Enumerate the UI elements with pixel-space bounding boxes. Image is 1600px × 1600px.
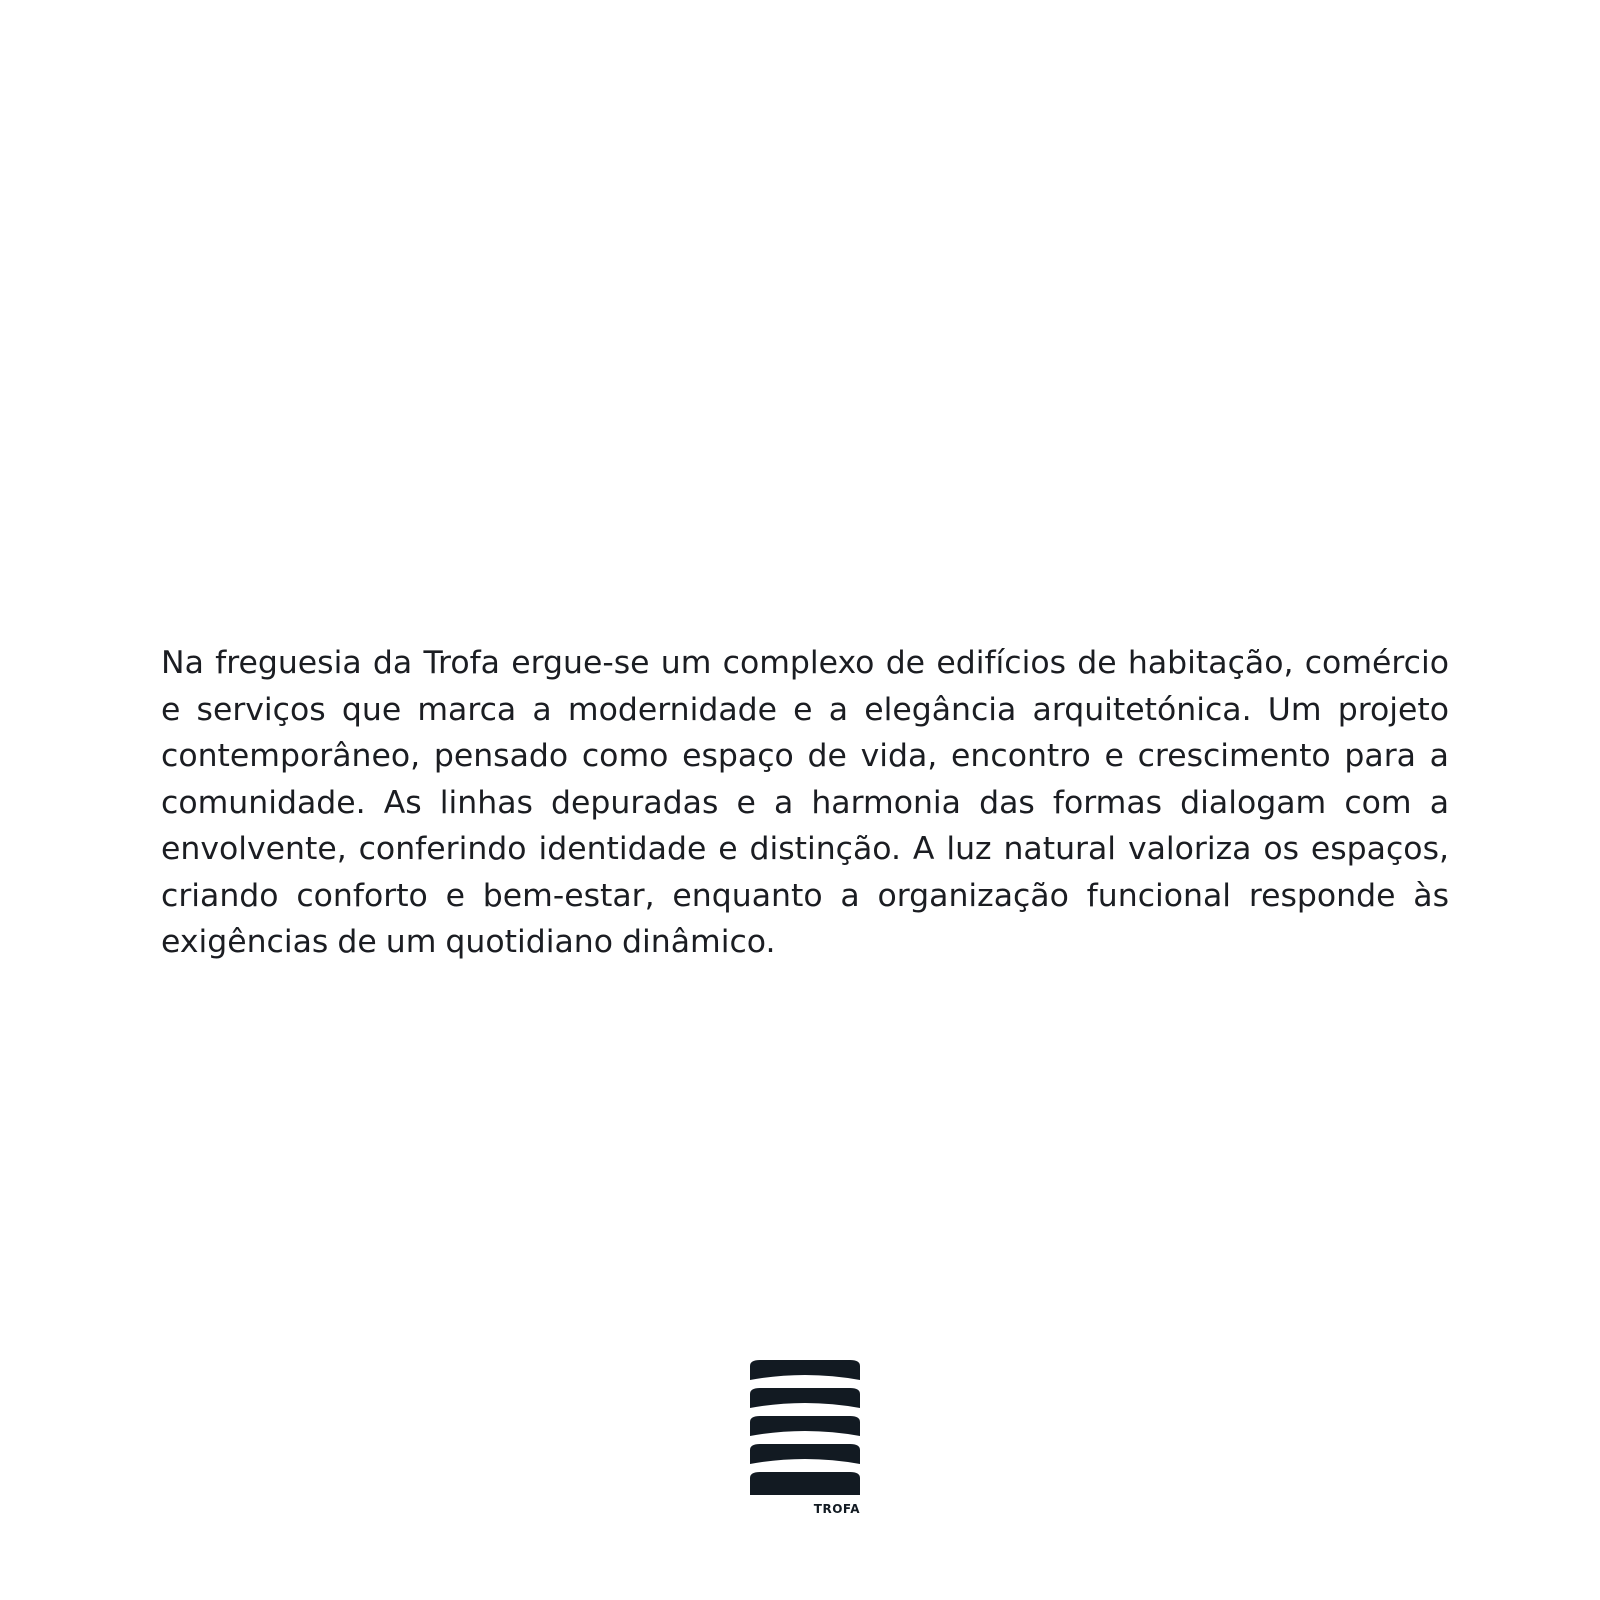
brand-name: TROFA xyxy=(813,1502,860,1516)
stacked-floors-logo-icon xyxy=(750,1360,860,1495)
brand-logo xyxy=(750,1360,860,1520)
intro-paragraph: Na freguesia da Trofa ergue-se um complexo de edifícios de habitação, comércio e serviços que marca a modernidade e a elegância arquitetónica. Um projeto contemporâneo, pensado como espaço de vida, encontro e crescimento para a comunidade. As linhas depuradas e a harmonia das formas dialogam com a envolvente, conferindo identidade e distinção. A luz natural valoriza os espaços, criando conforto e bem-estar, enquanto a organização funcional responde às exigências de um quotidiano dinâmico. xyxy=(161,645,1449,960)
